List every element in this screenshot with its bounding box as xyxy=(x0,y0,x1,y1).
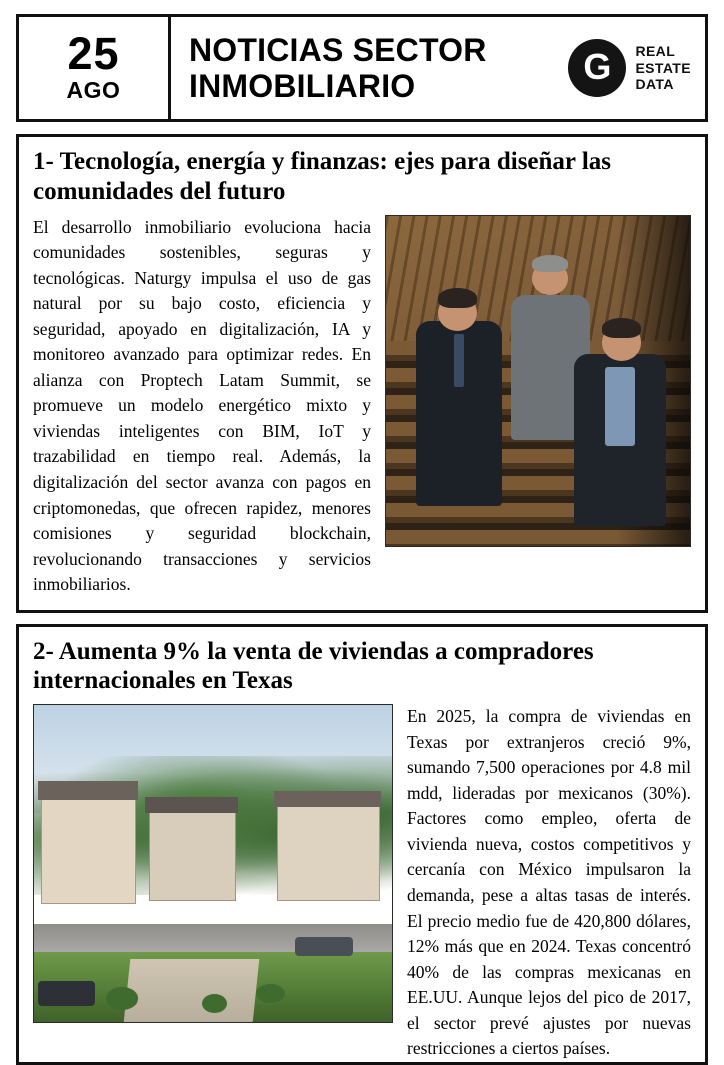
image-house-center-roof xyxy=(145,797,238,813)
logo-text xyxy=(635,43,691,93)
logo-letter: G xyxy=(583,46,612,87)
article-2-text xyxy=(407,704,691,1062)
image-person-left-hair xyxy=(438,288,478,308)
image-house-left xyxy=(41,794,136,904)
article-1-paragraph: El desarrollo inmobiliario evoluciona hacia comunidades sostenibles, seguras y tecnológicas. Naturgy impulsa el uso de gas natural por su bajo costo, eficiencia y seguridad, apoyado en digitalización, IA y monitoreo avanzado para optimizar redes. En alianza con Proptech Latam Summit, se promueve un modelo energético mixto y viviendas inteligentes con BIM, IoT y trazabilidad en tiempo real. Además, la digitalización del sector avanza con pagos en criptomonedas, que ofrecen rapidez, menores comisiones y seguridad blockchain, revolucionando transacciones y servicios inmobiliarios. xyxy=(33,216,371,595)
logo-text-line-1: REAL xyxy=(635,43,676,60)
image-shrub-3 xyxy=(256,984,285,1003)
image-house-right xyxy=(277,803,379,900)
article-2-body-row xyxy=(33,704,691,1062)
image-house-center xyxy=(149,810,237,901)
image-walkway xyxy=(124,959,260,1022)
article-1-image xyxy=(385,215,691,547)
title-line-1: NOTICIAS SECTOR xyxy=(189,31,487,68)
article-2-image xyxy=(33,704,393,1023)
article-1 xyxy=(16,134,708,613)
image-person-left-tie xyxy=(454,334,463,387)
date-box xyxy=(19,17,171,119)
image-car-left xyxy=(38,981,95,1006)
title-line-2: INMOBILIARIO xyxy=(189,68,416,104)
article-2-title: 2- Aumenta 9% la venta de viviendas a compradores internacionales en Texas xyxy=(33,637,594,695)
article-2 xyxy=(16,624,708,1065)
article-1-body-row xyxy=(33,215,691,598)
page-title xyxy=(171,17,537,119)
article-2-paragraph: En 2025, la compra de viviendas en Texas por extranjeros creció 9%, sumando 7,500 operaciones por 4.8 mil mdd, lideradas por mexicanos (30%). Factores como empleo, oferta de vivienda nueva, costos competitivos y cercanía con México impulsaron la demanda, pese a altas tasas de interés. El precio medio fue de 420,800 dólares, 12% más que en 2024. Texas concentró 40% de las compras mexicanas en EE.UU. Aunque lejos del pico de 2017, el sector prevé ajustes por nuevas restricciones a ciertos países. xyxy=(407,706,691,1059)
date-day: 25 xyxy=(67,27,120,79)
logo xyxy=(537,17,705,119)
article-1-text xyxy=(33,215,371,598)
image-person-right-hair xyxy=(602,318,642,338)
date-month: AGO xyxy=(66,76,121,103)
article-1-title: 1- Tecnología, energía y finanzas: ejes para diseñar las comunidades del futuro xyxy=(33,148,612,205)
image-shrub-2 xyxy=(202,994,227,1013)
image-person-middle-hair xyxy=(532,255,568,272)
logo-text-line-2: ESTATE xyxy=(635,59,691,76)
image-house-right-roof xyxy=(274,791,381,807)
image-person-right-shirt xyxy=(605,367,635,446)
logo-circle-icon xyxy=(568,39,626,97)
image-house-left-roof xyxy=(38,781,138,800)
image-car-right xyxy=(295,937,352,956)
image-shrub-1 xyxy=(106,987,138,1009)
masthead xyxy=(16,14,708,122)
logo-text-line-3: DATA xyxy=(635,76,674,93)
